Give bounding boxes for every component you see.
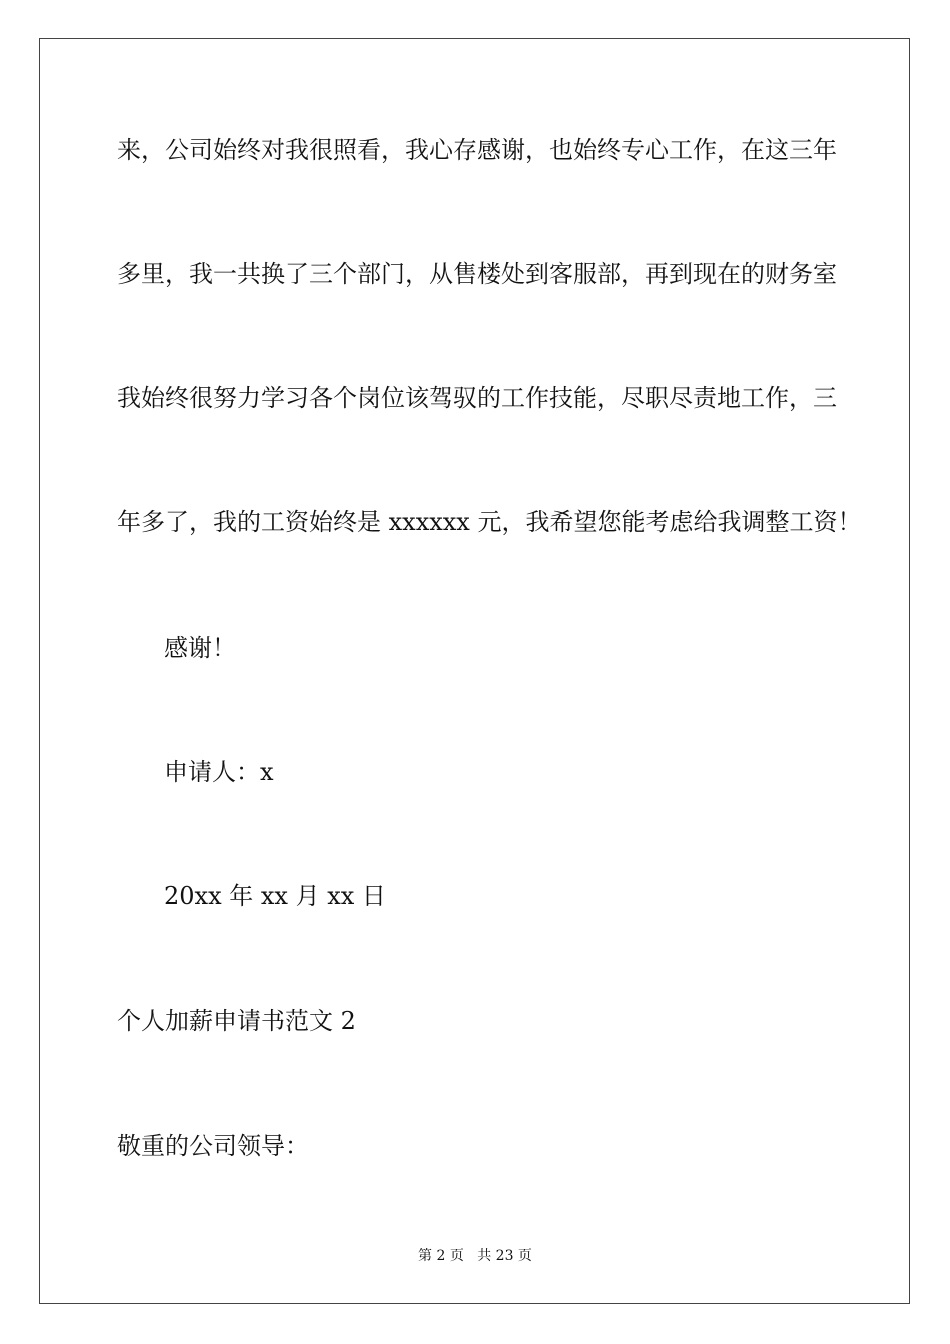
page-footer [0, 1246, 950, 1266]
body-line-4: 年多了，我的工资始终是 xxxxxx 元，我希望您能考虑给我调整工资！ [117, 508, 862, 536]
page-border [39, 38, 910, 1304]
body-line-2: 多里，我一共换了三个部门，从售楼处到客服部，再到现在的财务室 [117, 260, 837, 288]
salutation-line: 敬重的公司领导： [117, 1132, 309, 1160]
page-number-total: 共 23 页 [477, 1248, 532, 1264]
body-line-3: 我始终很努力学习各个岗位该驾驭的工作技能，尽职尽责地工作，三 [117, 384, 837, 412]
date-line: 20xx 年 xx 月 xx 日 [164, 882, 386, 910]
applicant-line: 申请人：x [164, 758, 274, 786]
body-line-1: 来，公司始终对我很照看，我心存感谢，也始终专心工作，在这三年 [117, 136, 837, 164]
section-title: 个人加薪申请书范文 2 [117, 1007, 356, 1035]
thanks-line: 感谢！ [164, 634, 236, 662]
page-number-current: 第 2 页 [418, 1248, 464, 1264]
